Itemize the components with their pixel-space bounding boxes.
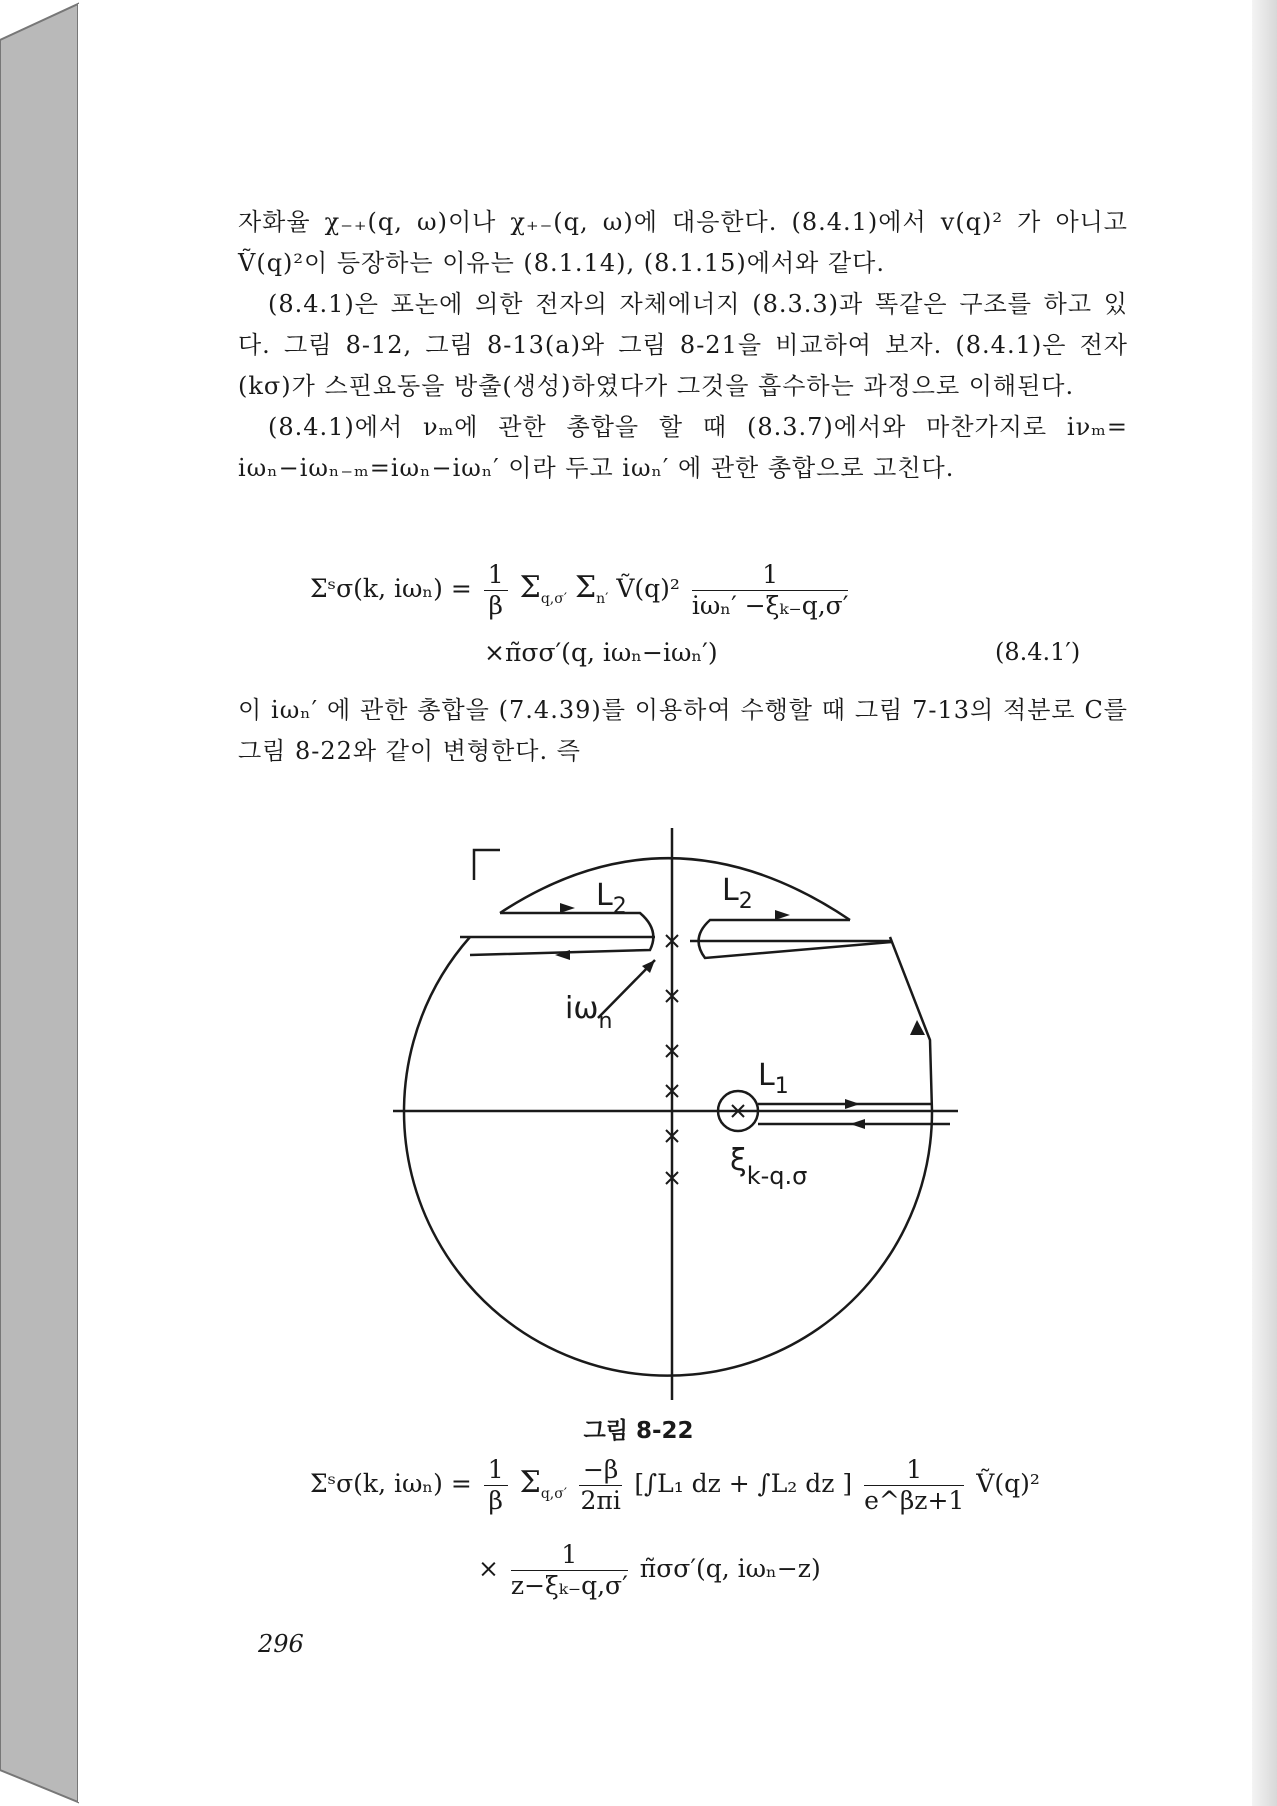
l2-left-label: $L_2$ [596,878,627,919]
eq2-line2: × $\frac{1}{\text{z−ξₖ₋q,σ′}}$ π̃σσ′(q, iωₙ−z) [478,1540,821,1600]
l1-label: $L_1$ [758,1058,789,1099]
l2-left-contour [470,913,653,955]
eq2-frac-propagator: $\frac{1}{\text{z−ξₖ₋q,σ′}}$ [510,1540,628,1600]
eq2-frac-one-over-beta: $\frac{1}{\beta}$ [484,1455,508,1516]
eq2-lhs: Σˢσ(k, iωₙ) = [310,1469,472,1498]
equation-2: Σˢσ(k, iωₙ) = $\frac{1}{\beta}$ $\Sigma_{q,\sigma'}$ $\frac{-\beta}{2\pi i}$ [∫L₁ dz + ∫L₂ dz ] $\frac{1}{e\^{}\beta z+1}$ Ṽ(q)² [310,1455,1040,1515]
arrow-l1-bottom [850,1119,865,1129]
gamma-contour-right-side [890,937,932,1111]
gamma-label: Γ [478,880,479,881]
eq1-sum-n: Σ [574,570,597,605]
eq1-lhs: Σˢσ(k, iωₙ) = [310,574,472,603]
figure-caption: 그림 8-22 [583,1418,694,1444]
arrow-l2-left-top [560,903,575,913]
l2-right-label: $L_2$ [722,873,753,914]
eq1-frac-one-over-beta: $\frac{1}{\beta}$ [484,560,508,621]
eq2-vterm: Ṽ(q)² [976,1469,1040,1498]
eq1-vterm: Ṽ(q)² [616,574,680,603]
gamma-contour-lower-arc [404,937,932,1376]
eq2-integrals: [∫L₁ dz + ∫L₂ dz ] [634,1469,853,1498]
iomega-label: $i\omega_n$ [565,991,613,1034]
xi-label: $\xi_{k-q.\sigma}$ [730,1143,808,1190]
eq2-frac-beta-over-2pii: $\frac{-\beta}{2\pi i}$ [580,1455,621,1515]
eq2-sum: Σ [519,1465,541,1500]
eq1-frac-propagator: $\frac{1}{\text{iωₙ′ −ξₖ₋q,σ′}}$ [691,560,849,620]
eq1-sum-q: Σ [519,570,541,605]
arrow-l1-top [845,1099,860,1109]
l2-right-contour [699,920,892,958]
eq1-number: (8.4.1′) [995,638,1081,666]
paragraph-4: 이 iωₙ′ 에 관한 총합을 (7.4.39)를 이용하여 수행할 때 그림 7-13의 적분로 C를 그림 8-22와 같이 변형한다. 즉 [238,696,1128,765]
gamma-contour-top-arc [500,858,850,920]
eq2-frac-fermi: $\frac{1}{e\^{}\beta z+1}$ [864,1455,965,1515]
paragraph-2: (8.4.1)은 포논에 의한 전자의 자체에너지 (8.3.3)과 똑같은 구조를 하고 있다. 그림 8-12, 그림 8-13(a)와 그림 8-21을 비교하여 보자. (8.4.1)은 전자 (kσ)가 스핀요동을 방출(생성)하였다가 그것을 흡수하는 과정으로 이해된다. [238,290,1128,400]
equation-8-4-1-prime: Σˢσ(k, iωₙ) = $\frac{1}{\beta}$ $\Sigma_{q,\sigma'}$ $\Sigma_{n'}$ Ṽ(q)² $\frac{1}{\text{iωₙ′ −ξₖ₋q,σ′}}$ [310,560,849,620]
eq1-line2: ×π̃σσ′(q, iωₙ−iωₙ′) [484,638,718,667]
paragraph-1: 자화율 χ₋₊(q, ω)이나 χ₊₋(q, ω)에 대응한다. (8.4.1)에서 v(q)² 가 아니고 Ṽ(q)²이 등장하는 이유는 (8.1.14), (8.1.15)에서와 같다. [238,208,1128,277]
gamma-corner [474,850,500,880]
paragraph-3: (8.4.1)에서 νₘ에 관한 총합을 할 때 (8.3.7)에서와 마찬가지로 iνₘ= iωₙ−iωₙ₋ₘ=iωₙ−iωₙ′ 이라 두고 iωₙ′ 에 관한 총합으로 고친다. [238,413,1128,482]
arrow-l2-right-top [775,910,790,920]
page-number: 296 [258,1630,304,1658]
